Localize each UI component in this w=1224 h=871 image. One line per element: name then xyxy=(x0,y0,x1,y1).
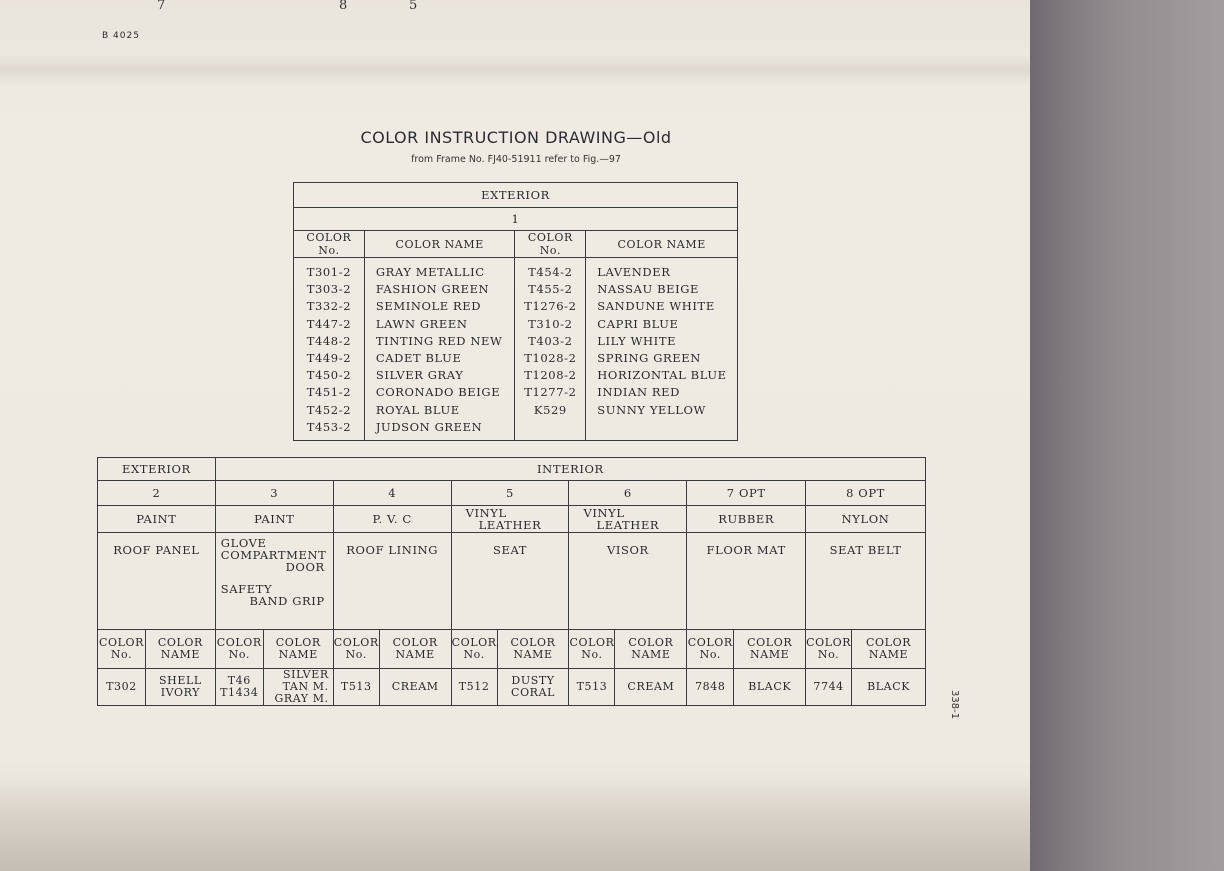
list-item: T453-2 xyxy=(306,419,352,434)
col-header-color-name: COLOR NAME xyxy=(364,231,515,258)
col-header-color-no xyxy=(215,630,263,669)
header-line: COLOR xyxy=(866,636,912,649)
list-item: T449-2 xyxy=(306,351,352,366)
list-item: T454-2 xyxy=(528,265,573,279)
col-header-color-no xyxy=(451,630,497,669)
list-item: NASSAU BEIGE xyxy=(597,282,700,297)
col-header-color-name xyxy=(497,630,569,669)
header-line: COLOR xyxy=(569,636,615,649)
part-roof-panel: ROOF PANEL xyxy=(98,533,216,630)
value-color-no: T513 xyxy=(569,669,615,706)
list-item: ROYAL BLUE xyxy=(375,402,460,417)
part-roof-lining: ROOF LINING xyxy=(333,533,451,630)
material-line: VINYL xyxy=(583,506,625,520)
header-line: COLOR xyxy=(157,636,203,649)
value-line: CORAL xyxy=(511,686,556,699)
value-color-no: 7744 xyxy=(806,669,852,706)
exterior-heading: EXTERIOR xyxy=(294,183,738,208)
list-item: GRAY METALLIC xyxy=(375,265,485,279)
header-line: No. xyxy=(581,648,603,661)
book-spine xyxy=(1030,0,1224,871)
header-line: COLOR xyxy=(628,636,674,649)
list-item: CORONADO BEIGE xyxy=(375,385,501,400)
header-line: COLOR xyxy=(333,636,379,649)
page-title-text: COLOR INSTRUCTION DRAWING—Old xyxy=(360,128,672,147)
page-title xyxy=(0,128,1032,147)
table-row xyxy=(98,481,926,506)
exterior-group: 1 xyxy=(294,208,738,231)
value-line: SHELL xyxy=(159,674,202,687)
page-fold-shadow xyxy=(0,55,1032,85)
list-item: T450-2 xyxy=(306,368,352,383)
list-item: T1276-2 xyxy=(524,299,577,314)
value-color-no: T302 xyxy=(98,669,146,706)
material: PAINT xyxy=(215,506,333,533)
list-item: T403-2 xyxy=(528,333,573,348)
header-line: COLOR xyxy=(806,636,852,649)
material-line: VINYL xyxy=(465,506,507,520)
list-item: TINTING RED NEW xyxy=(375,333,503,348)
header-line: COLOR xyxy=(747,636,793,649)
list-item: T447-2 xyxy=(306,316,352,331)
material-line: LEATHER xyxy=(596,518,660,532)
col-header-color-name xyxy=(145,630,215,669)
list-item: T448-2 xyxy=(306,333,352,348)
list-item: T303-2 xyxy=(306,282,352,297)
exterior-color-table xyxy=(293,182,738,441)
part-line: DOOR xyxy=(285,560,325,574)
header-line: No. xyxy=(699,648,721,661)
list-item: T332-2 xyxy=(306,299,352,314)
col-header-color-no xyxy=(333,630,379,669)
list-item: T455-2 xyxy=(528,282,573,297)
right-color-nos xyxy=(515,258,586,441)
list-item: T451-2 xyxy=(306,385,352,400)
list-item: LILY WHITE xyxy=(597,333,677,348)
material: P. V. C xyxy=(333,506,451,533)
part-line: COMPARTMENT xyxy=(220,548,327,562)
header-line: COLOR xyxy=(275,636,321,649)
page-bottom-edge xyxy=(0,780,1032,871)
col-header-color-no xyxy=(806,630,852,669)
col-header-color-no: COLOR No. xyxy=(294,231,365,258)
table-row xyxy=(294,208,738,231)
value-line: T1434 xyxy=(220,686,259,699)
table-row xyxy=(98,533,926,630)
list-item: T301-2 xyxy=(306,265,352,279)
list-item: JUDSON GREEN xyxy=(375,419,483,434)
value-color-name: CREAM xyxy=(379,669,451,706)
header-line: COLOR xyxy=(98,636,145,649)
list-item: SILVER GRAY xyxy=(375,368,464,383)
top-number: 7 xyxy=(157,0,166,13)
top-number: 8 xyxy=(339,0,348,13)
part-seat-belt: SEAT BELT xyxy=(806,533,926,630)
part-visor: VISOR xyxy=(569,533,687,630)
material-line: LEATHER xyxy=(478,518,542,532)
right-color-names xyxy=(586,258,738,441)
col-header-color-name xyxy=(734,630,806,669)
material xyxy=(569,506,687,533)
table-row xyxy=(98,506,926,533)
table-row xyxy=(98,669,926,706)
list-item: T1208-2 xyxy=(524,368,577,383)
value-color-name: BLACK xyxy=(734,669,806,706)
group-number: 8 OPT xyxy=(806,481,926,506)
parts-color-table xyxy=(97,457,926,706)
table-row xyxy=(294,231,738,258)
group-number: 6 xyxy=(569,481,687,506)
list-item: SPRING GREEN xyxy=(597,351,701,366)
list-item: T1028-2 xyxy=(524,351,577,366)
table-row xyxy=(98,458,926,481)
header-line: NAME xyxy=(513,648,553,661)
list-item: T310-2 xyxy=(528,316,573,331)
col-header-color-name xyxy=(615,630,687,669)
value-line: SILVER xyxy=(282,668,329,681)
group-number: 7 OPT xyxy=(687,481,806,506)
group-number: 2 xyxy=(98,481,216,506)
header-line: COLOR xyxy=(392,636,438,649)
header-line: NAME xyxy=(868,648,909,661)
header-line: COLOR xyxy=(510,636,556,649)
value-line: DUSTY xyxy=(511,674,555,687)
list-item: SUNNY YELLOW xyxy=(597,402,706,417)
group-number: 3 xyxy=(215,481,333,506)
value-line: TAN M. xyxy=(282,680,329,693)
page-number: 338-1 xyxy=(949,690,960,720)
group-number: 5 xyxy=(451,481,569,506)
value-color-name xyxy=(263,669,333,706)
header-line: COLOR xyxy=(451,636,497,649)
table-row xyxy=(294,183,738,208)
value-color-no: 7848 xyxy=(687,669,734,706)
value-color-name xyxy=(145,669,215,706)
value-line: IVORY xyxy=(160,686,201,699)
list-item: INDIAN RED xyxy=(597,385,680,400)
col-header-color-name xyxy=(379,630,451,669)
header-line: NAME xyxy=(278,648,318,661)
header-line: NAME xyxy=(631,648,671,661)
material: NYLON xyxy=(806,506,926,533)
part-line: SAFETY xyxy=(220,582,273,596)
col-header-color-no xyxy=(687,630,734,669)
table-row xyxy=(98,630,926,669)
interior-heading: INTERIOR xyxy=(215,458,925,481)
list-item: T452-2 xyxy=(306,402,352,417)
material: PAINT xyxy=(98,506,216,533)
part-glove-compartment xyxy=(215,533,333,630)
part-line: GLOVE xyxy=(220,536,267,550)
value-line: T46 xyxy=(227,674,251,687)
header-line: No. xyxy=(345,648,367,661)
value-color-name: BLACK xyxy=(852,669,926,706)
list-item: FASHION GREEN xyxy=(375,282,490,297)
left-color-names xyxy=(364,258,515,441)
material: RUBBER xyxy=(687,506,806,533)
list-item: SEMINOLE RED xyxy=(375,299,482,314)
value-color-name: CREAM xyxy=(615,669,687,706)
header-line: COLOR xyxy=(687,636,733,649)
value-color-name xyxy=(497,669,569,706)
group-number: 4 xyxy=(333,481,451,506)
part-floor-mat: FLOOR MAT xyxy=(687,533,806,630)
header-line: No. xyxy=(817,648,840,661)
col-header-color-no xyxy=(569,630,615,669)
part-line: BAND GRIP xyxy=(249,594,325,608)
list-item: HORIZONTAL BLUE xyxy=(597,368,727,383)
col-header-color-no xyxy=(98,630,146,669)
header-line: NAME xyxy=(395,648,435,661)
list-item: SANDUNE WHITE xyxy=(597,299,715,314)
header-line: No. xyxy=(463,648,485,661)
top-number: 5 xyxy=(409,0,418,13)
page-subtitle: from Frame No. FJ40-51911 refer to Fig.—97 xyxy=(411,154,621,165)
col-header-color-name: COLOR NAME xyxy=(586,231,738,258)
left-color-nos xyxy=(294,258,365,441)
header-line: No. xyxy=(110,648,133,661)
doc-code: B 4025 xyxy=(102,31,140,41)
header-line: NAME xyxy=(750,648,790,661)
part-seat: SEAT xyxy=(451,533,569,630)
value-line: GRAY M. xyxy=(274,692,329,705)
list-item: T1277-2 xyxy=(524,385,577,400)
col-header-color-name xyxy=(852,630,926,669)
value-color-no: T512 xyxy=(451,669,497,706)
list-item: CAPRI BLUE xyxy=(597,316,679,331)
value-color-no xyxy=(215,669,263,706)
header-line: NAME xyxy=(160,648,201,661)
col-header-color-no: COLOR No. xyxy=(515,231,586,258)
value-color-no: T513 xyxy=(333,669,379,706)
list-item: LAVENDER xyxy=(597,265,671,279)
table-row xyxy=(294,258,738,441)
header-line: COLOR xyxy=(216,636,262,649)
list-item: CADET BLUE xyxy=(375,351,462,366)
col-header-color-name xyxy=(263,630,333,669)
header-line: No. xyxy=(228,648,250,661)
list-item: LAWN GREEN xyxy=(375,316,468,331)
material xyxy=(451,506,569,533)
list-item: K529 xyxy=(533,402,567,417)
exterior-heading: EXTERIOR xyxy=(98,458,216,481)
